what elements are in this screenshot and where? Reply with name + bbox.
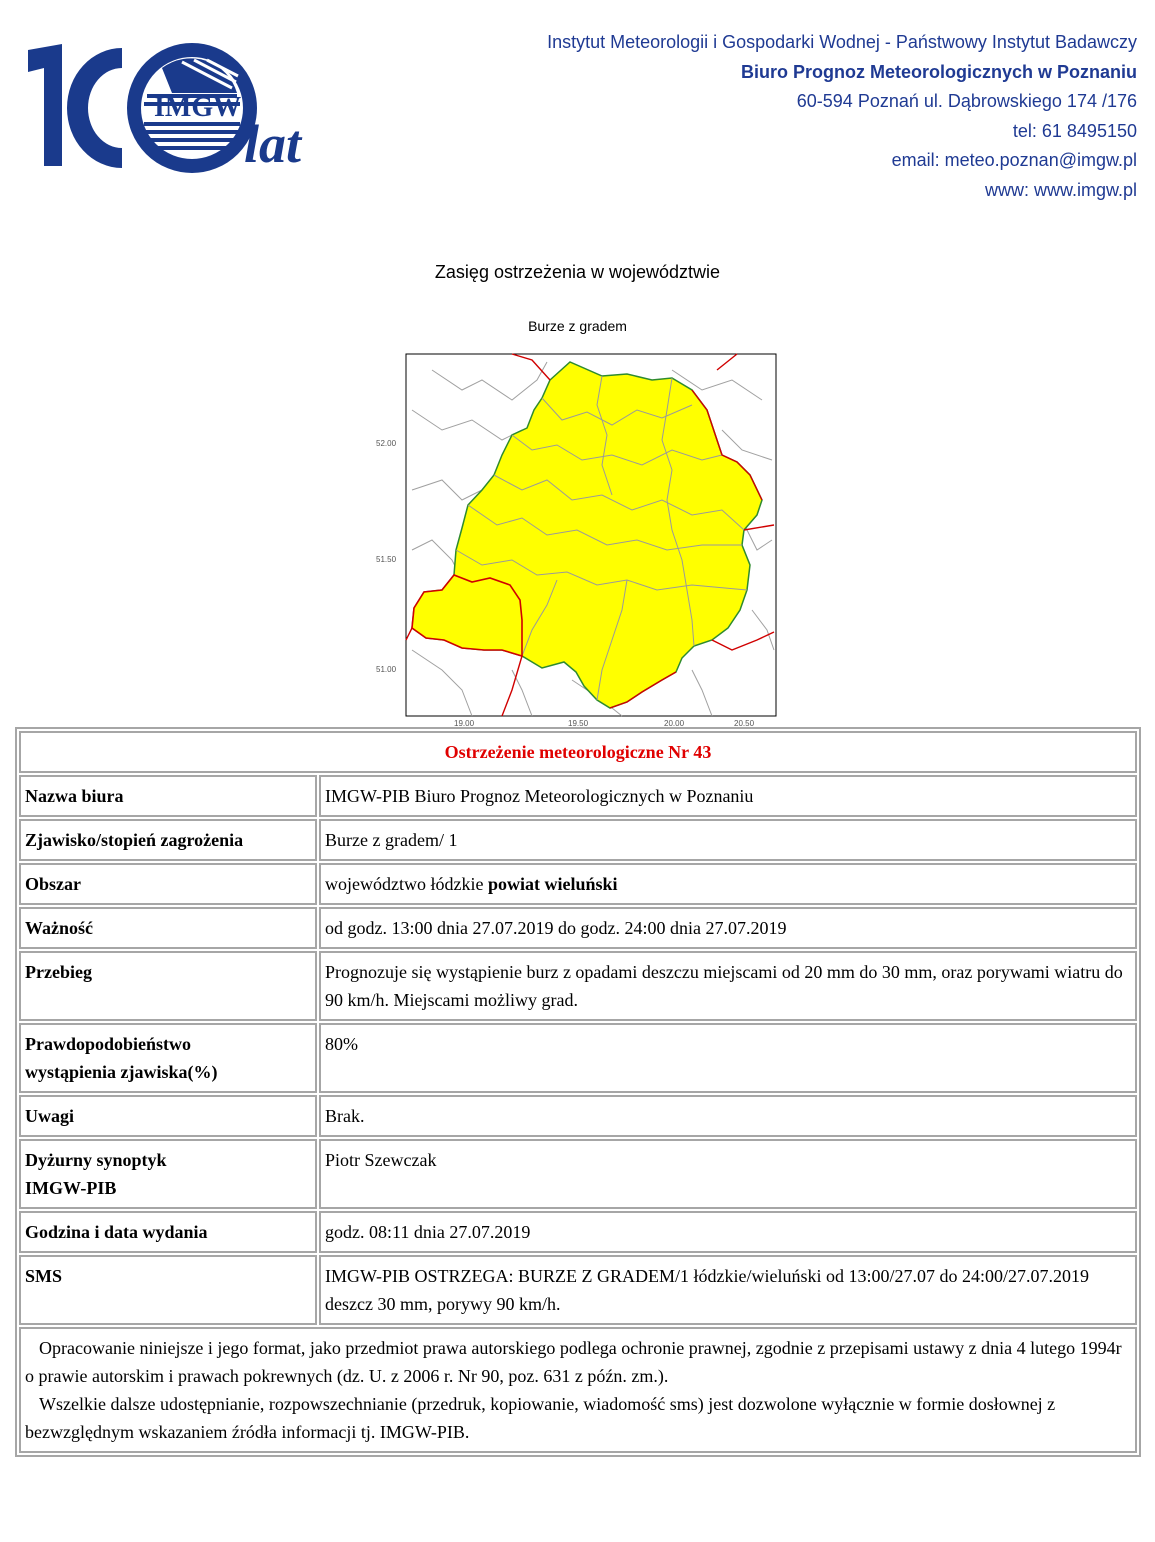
label-wydanie: Godzina i data wydania (19, 1211, 317, 1253)
warning-title: Ostrzeżenie meteorologiczne Nr 43 (19, 731, 1137, 773)
label-synoptyk (19, 1139, 317, 1209)
svg-text:IMGW: IMGW (154, 92, 242, 123)
value-obszar-voivodeship: województwo łódzkie (325, 874, 484, 894)
row-biuro (19, 775, 1137, 817)
svg-text:lat: lat (244, 114, 302, 174)
copyright-paragraph-1: Opracowanie niniejsze i jego format, jako przedmiot prawa autorskiego podlega ochronie prawnej, zgodnie z przepisami ustawy z dnia 4 lutego 1994r o prawie autorskim i prawach pokrewnych (dz. U. z 2006 r. Nr 90, poz. 631 z późn. zm.). (25, 1338, 1122, 1386)
label-prawdop-line1: Prawdopodobieństwo (25, 1034, 192, 1054)
y-tick-5150: 51.50 (376, 555, 397, 564)
row-prawdopodobienstwo (19, 1023, 1137, 1093)
row-przebieg (19, 951, 1137, 1021)
value-zjawisko: Burze z gradem/ 1 (319, 819, 1137, 861)
y-tick-52: 52.00 (376, 439, 397, 448)
email[interactable]: email: meteo.poznan@imgw.pl (891, 150, 1137, 170)
value-sms: IMGW-PIB OSTRZEGA: BURZE Z GRADEM/1 łódzkie/wieluński od 13:00/27.07 do 24:00/27.07.2019 deszcz 30 mm, porywy 90 km/h. (319, 1255, 1137, 1325)
label-waznosc: Ważność (19, 907, 317, 949)
label-biuro: Nazwa biura (19, 775, 317, 817)
warning-table (17, 729, 1139, 1455)
label-uwagi: Uwagi (19, 1095, 317, 1137)
website[interactable]: www: www.imgw.pl (984, 179, 1137, 200)
label-sms: SMS (19, 1255, 317, 1325)
x-tick-2050: 20.50 (734, 719, 755, 728)
x-tick-1950: 19.50 (568, 719, 589, 728)
row-synoptyk (19, 1139, 1137, 1209)
value-wydanie: godz. 08:11 dnia 27.07.2019 (319, 1211, 1137, 1253)
value-waznosc: od godz. 13:00 dnia 27.07.2019 do godz. 24:00 dnia 27.07.2019 (319, 907, 1137, 949)
label-obszar: Obszar (19, 863, 317, 905)
office-name: Biuro Prognoz Meteorologicznych w Poznaniu (740, 61, 1137, 82)
label-synoptyk-line1: Dyżurny synoptyk (25, 1150, 167, 1170)
value-synoptyk: Piotr Szewczak (319, 1139, 1137, 1209)
label-synoptyk-line2: IMGW-PIB (25, 1178, 117, 1198)
row-sms (19, 1255, 1137, 1325)
row-uwagi (19, 1095, 1137, 1137)
row-obszar (19, 863, 1137, 905)
address: 60-594 Poznań ul. Dąbrowskiego 174 /176 (796, 91, 1137, 111)
warning-table-frame (15, 727, 1141, 1457)
copyright-paragraph-2: Wszelkie dalsze udostępnianie, rozpowszechnianie (przedruk, kopiowanie, wiadomość sms) jest dozwolone wyłącznie w formie dosłownej z bezwzględnym wskazaniem źródła informacji tj. IMGW-PIB. (25, 1394, 1056, 1442)
row-wydanie (19, 1211, 1137, 1253)
value-obszar (319, 863, 1137, 905)
label-prawdopodobienstwo (19, 1023, 317, 1093)
map-title: Zasięg ostrzeżenia w województwie (434, 262, 721, 282)
value-obszar-district: powiat wieluński (487, 874, 618, 894)
y-tick-51: 51.00 (376, 665, 397, 674)
x-tick-20: 20.00 (664, 719, 685, 728)
warning-area-map (372, 350, 782, 728)
value-uwagi: Brak. (319, 1095, 1137, 1137)
map-subtitle: Burze z gradem (528, 318, 627, 334)
label-zjawisko: Zjawisko/stopień zagrożenia (19, 819, 317, 861)
value-biuro: IMGW-PIB Biuro Prognoz Meteorologicznych w Poznaniu (319, 775, 1137, 817)
imgw-100-lat-logo (22, 38, 332, 173)
x-tick-19: 19.00 (454, 719, 475, 728)
value-prawdopodobienstwo: 80% (319, 1023, 1137, 1093)
label-prawdop-line2: wystąpienia zjawiska(%) (25, 1062, 218, 1082)
label-przebieg: Przebieg (19, 951, 317, 1021)
row-zjawisko (19, 819, 1137, 861)
row-waznosc (19, 907, 1137, 949)
institute-name: Instytut Meteorologii i Gospodarki Wodnej - Państwowy Instytut Badawczy (547, 32, 1137, 52)
copyright-notice (19, 1327, 1137, 1453)
contact-block (547, 28, 1137, 205)
phone: tel: 61 8495150 (1012, 120, 1137, 141)
value-przebieg: Prognozuje się wystąpienie burz z opadami deszczu miejscami od 20 mm do 30 mm, oraz porywami wiatru do 90 km/h. Miejscami możliwy grad. (319, 951, 1137, 1021)
